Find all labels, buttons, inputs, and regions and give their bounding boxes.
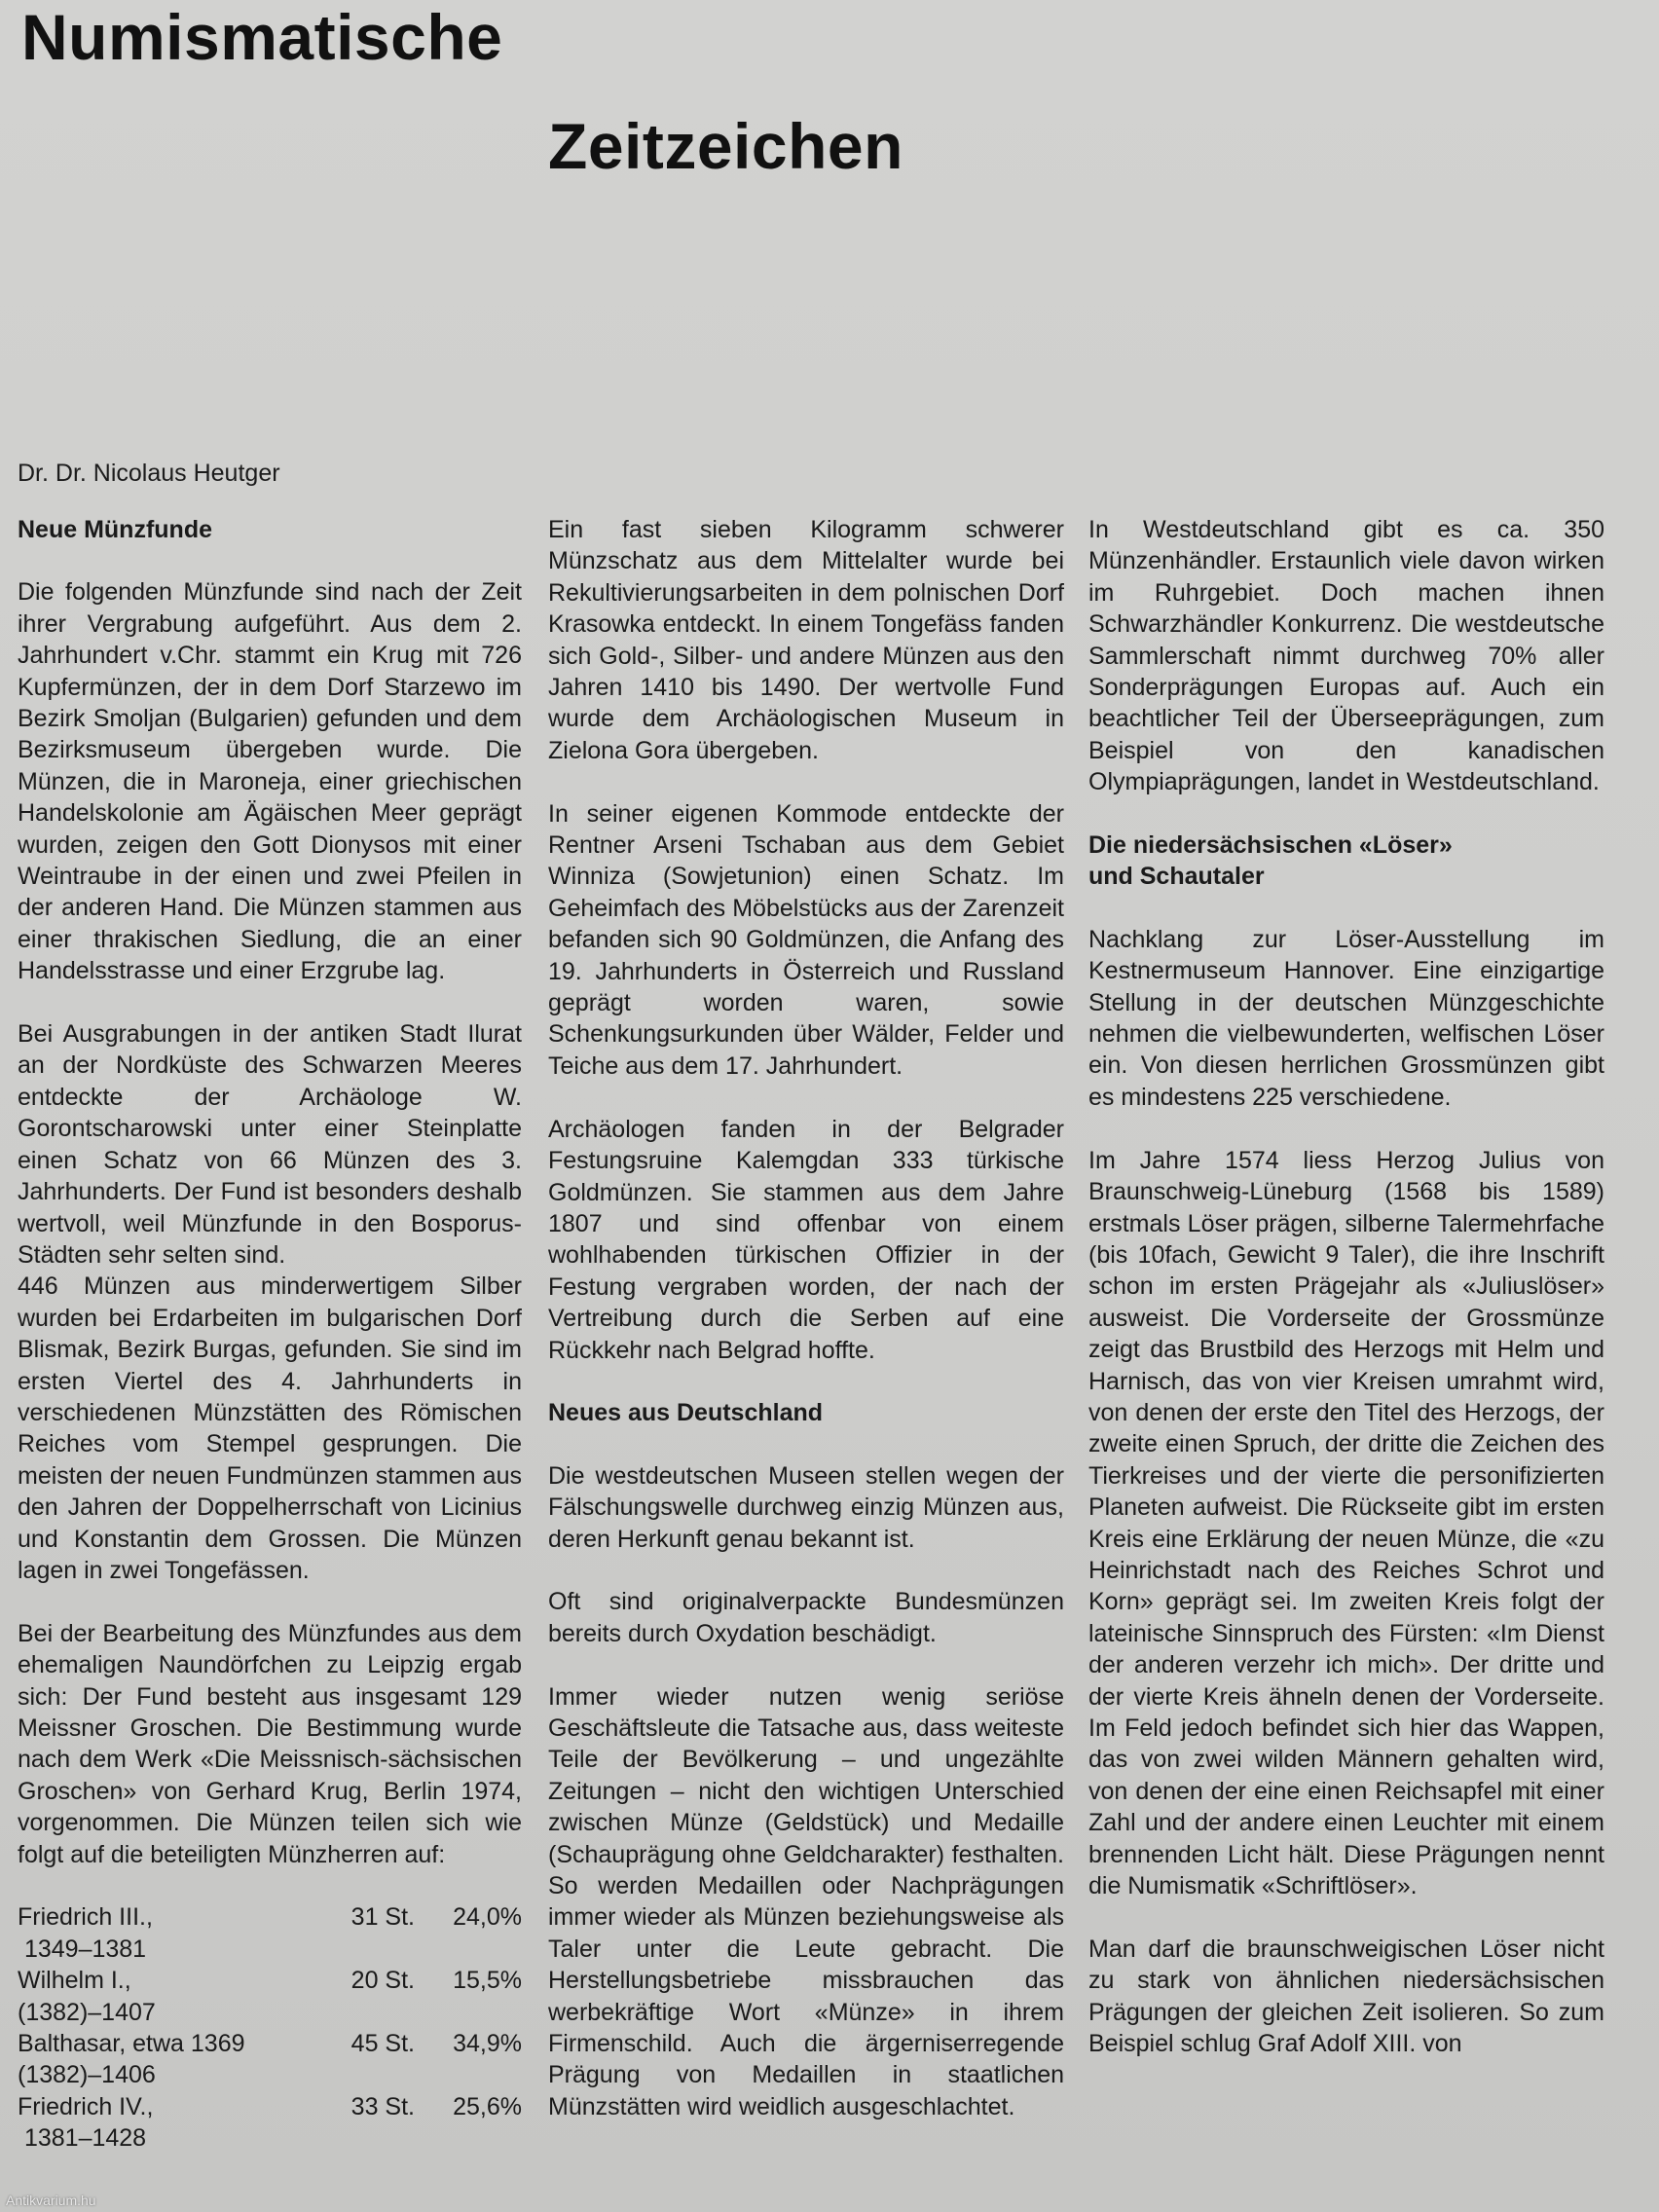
- title-line-2: Zeitzeichen: [548, 110, 903, 182]
- paragraph: In seiner eigenen Kommode entdeckte der Rentner Arseni Tschaban aus dem Gebiet Winniza (Sowjetunion) einen Schatz. Im Geheimfach des Möbelstücks aus der Zarenzeit befanden sich 90 Goldmünzen, die Anfang des 19. Jahrhunderts in Österreich und Russland geprägt worden waren, sowie Schenkungsurkunden über Wälder, Felder und Teiche aus dem 17. Jahrhundert.: [548, 799, 1064, 1080]
- paragraph: Die westdeutschen Museen stellen wegen der Fälschungswelle durchweg einzig Münzen aus, deren Herkunft genau bekannt ist.: [548, 1461, 1064, 1553]
- table-cell-name: Balthasar, etwa 1369 (1382)–1406: [18, 2030, 245, 2089]
- section-heading-neues-aus-deutschland: Neues aus Deutschland: [548, 1399, 824, 1427]
- column-1: [18, 514, 522, 2155]
- paragraph: Oft sind originalverpackte Bundesmünzen bereits durch Oxydation beschädigt.: [548, 1588, 1064, 1647]
- paragraph: Nachklang zur Löser-Ausstellung im Kestnermuseum Hannover. Eine einzigartige Stellung in der deutschen Münzgeschichte nehmen die vielbewunderten, welfischen Löser ein. Von diesen herrlichen Grossmünzen gibt es mindestens 225 verschiedene.: [1088, 925, 1604, 1111]
- section-heading-neue-muenzfunde: Neue Münzfunde: [18, 516, 212, 543]
- table-cell-percent: 15,5%: [453, 1967, 522, 1995]
- paragraph: 446 Münzen aus minderwertigem Silber wurden bei Erdarbeiten im bulgarischen Dorf Blismak, Bezirk Burgas, gefunden. Sie sind im ersten Viertel des 4. Jahrhunderts in verschiedenen Münzstätten des Römischen Reiches vom Stempel gesprungen. Die meisten der neuen Fundmünzen stammen aus den Jahren der Doppelherrschaft von Licinius und Konstantin dem Grossen. Die Münzen lagen in zwei Tongefässen.: [18, 1272, 522, 1584]
- table-row: [18, 2028, 522, 2091]
- column-3: [1088, 514, 1604, 2091]
- coin-table: [18, 1901, 522, 2154]
- table-cell-count: 31 St.: [350, 1903, 415, 1932]
- table-cell-name: Friedrich IV., 1381–1428: [18, 2092, 154, 2153]
- paragraph: Im Jahre 1574 liess Herzog Julius von Braunschweig-Lüneburg (1568 bis 1589) erstmals Löser prägen, silberne Talermehrfache (bis 10fach, Gewicht 9 Taler), die ihre Inschrift schon im ersten Prägejahr als «Juliuslöser» ausweist. Die Vorderseite der Grossmünze zeigt das Brustbild des Herzogs mit Helm und Harnisch, das von vier Kreisen umrahmt wird, von denen der erste den Titel des Herzogs, der zweite einen Spruch, der dritte die Zeichen des Tierkreises und der vierte die personifizierten Planeten aufweist. Die Rückseite gibt im ersten Kreis eine Erklärung der neuen Münze, die «zu Heinrichstadt nach des Reiches Schrot und Korn» geprägt sei. Im zweiten Kreis folgt der lateinische Sinnspruch des Fürsten: «Im Dienst der anderen verzehr ich mich». Der dritte und der vierte Kreis ähneln denen der Vorderseite. Im Feld jedoch befindet sich hier das Wappen, das von zwei wilden Männern gehalten wird, von denen der eine einen Reichsapfel mit einer Zahl und der andere einen Leuchter mit einem brennenden Licht hält. Diese Prägungen nennt die Numismatik «Schriftlöser».: [1088, 1146, 1604, 1900]
- table-row: [18, 1965, 522, 2028]
- table-cell-name: Friedrich III., 1349–1381: [18, 1903, 153, 1963]
- table-cell-percent: 25,6%: [453, 2092, 522, 2120]
- table-row: [18, 1901, 522, 1965]
- watermark: Antikvarium.hu: [6, 2193, 96, 2208]
- table-cell-percent: 34,9%: [453, 2030, 522, 2058]
- table-cell-name: Wilhelm I., (1382)–1407: [18, 1967, 156, 2026]
- paragraph: Immer wieder nutzen wenig seriöse Geschäftsleute die Tatsache aus, dass weiteste Teile der Bevölkerung – und ungezählte Zeitungen – nicht den wichtigen Unterschied zwischen Münze (Geldstück) und Medaille (Schauprägung ohne Geldcharakter) festhalten. So werden Medaillen oder Nachprägungen immer wieder als Münzen beziehungsweise als Taler unter die Leute gebracht. Die Herstellungsbetriebe missbrauchen das werbekräftige Wort «Münze» in ihrem Firmenschild. Auch die ärgerniserregende Prägung von Medaillen in staatlichen Münzstätten wird weidlich ausgeschlachtet.: [548, 1682, 1064, 2120]
- title-line-1: Numismatische: [21, 1, 503, 73]
- paragraph: Archäologen fanden in der Belgrader Festungsruine Kalemgdan 333 türkische Goldmünzen. Sie stammen aus dem Jahre 1807 und sind offenbar von einem wohlhabenden türkischen Offizier in der Festung vergraben worden, der nach der Vertreibung durch die Serben auf eine Rückkehr nach Belgrad hoffte.: [548, 1115, 1064, 1364]
- table-cell-percent: 24,0%: [453, 1903, 522, 1932]
- table-row: [18, 2091, 522, 2155]
- paragraph: Ein fast sieben Kilogramm schwerer Münzschatz aus dem Mittelalter wurde bei Rekultivierungsarbeiten in dem polnischen Dorf Krasowka entdeckt. In einem Tongefäss fanden sich Gold-, Silber- und andere Münzen aus den Jahren 1410 bis 1490. Der wertvolle Fund wurde dem Archäologischen Museum in Zielona Gora übergeben.: [548, 516, 1064, 764]
- section-heading-loeser: Die niedersächsischen «Löser» und Schautaler: [1088, 831, 1453, 891]
- paragraph: Bei Ausgrabungen in der antiken Stadt Ilurat an der Nordküste des Schwarzen Meeres entdeckte der Archäologe W. Gorontscharowski unter einer Steinplatte einen Schatz von 66 Münzen des 3. Jahrhunderts. Der Fund ist besonders deshalb wertvoll, weil Münzfunde in den Bosporus-Städten sehr selten sind.: [18, 1020, 522, 1269]
- paragraph: Man darf die braunschweigischen Löser nicht zu stark von ähnlichen niedersächsischen Prägungen der gleichen Zeit isolieren. So zum Beispiel schlug Graf Adolf XIII. von: [1088, 1935, 1604, 2058]
- table-cell-count: 33 St.: [350, 2092, 415, 2120]
- paragraph: Bei der Bearbeitung des Münzfundes aus dem ehemaligen Naundörfchen zu Leipzig ergab sich: Der Fund besteht aus insgesamt 129 Meissner Groschen. Die Bestimmung wurde nach dem Werk «Die Meissnisch-sächsischen Groschen» von Gerhard Krug, Berlin 1974, vorgenommen. Die Münzen teilen sich wie folgt auf die beteiligten Münzherren auf:: [18, 1619, 522, 1868]
- table-cell-count: 45 St.: [350, 2030, 415, 2058]
- author: Dr. Dr. Nicolaus Heutger: [18, 460, 280, 487]
- column-2: [548, 514, 1064, 2155]
- table-cell-count: 20 St.: [350, 1967, 415, 1995]
- paragraph: Die folgenden Münzfunde sind nach der Zeit ihrer Vergrabung aufgeführt. Aus dem 2. Jahrhundert v.Chr. stammt ein Krug mit 726 Kupfermünzen, der in dem Dorf Starzewo im Bezirk Smoljan (Bulgarien) gefunden und dem Bezirksmuseum übergeben wurde. Die Münzen, die in Maroneja, einer griechischen Handelskolonie am Ägäischen Meer geprägt wurden, zeigen den Gott Dionysos mit einer Weintraube in der einen und zwei Pfeilen in der anderen Hand. Die Münzen stammen aus einer thrakischen Siedlung, die an einer Handelsstrasse und einer Erzgrube lag.: [18, 578, 522, 985]
- paragraph: In Westdeutschland gibt es ca. 350 Münzenhändler. Erstaunlich viele davon wirken im Ruhrgebiet. Doch machen ihnen Schwarzhändler Konkurrenz. Die westdeutsche Sammlerschaft nimmt durchweg 70% aller Sonderprägungen Europas auf. Auch ein beachtlicher Teil der Überseeprägungen, zum Beispiel von den kanadischen Olympiaprägungen, landet in Westdeutschland.: [1088, 516, 1604, 796]
